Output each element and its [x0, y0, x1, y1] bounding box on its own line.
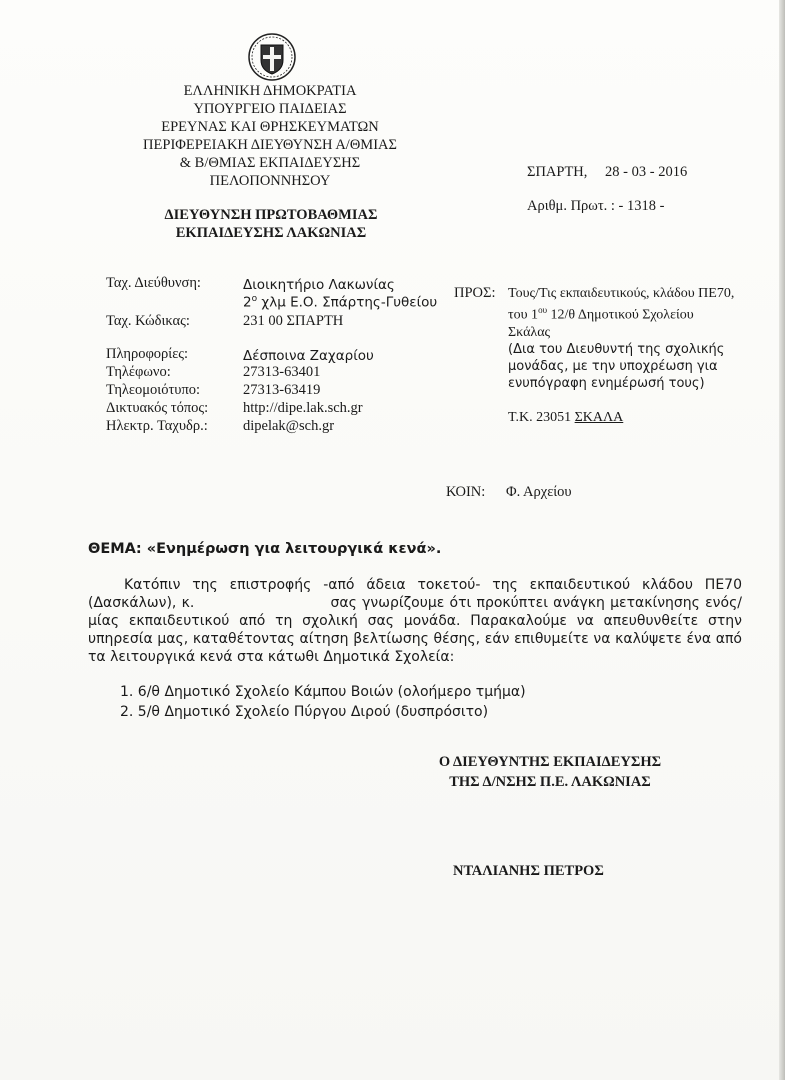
- subject-line: ΘΕΜΑ: «Ενημέρωση για λειτουργικά κενά».: [88, 541, 442, 557]
- protocol-number: Αριθμ. Πρωτ. : - 1318 -: [527, 198, 665, 214]
- header-line-2: ΥΠΟΥΡΓΕΙΟ ΠΑΙΔΕΙΑΣ: [193, 101, 347, 117]
- header-line-1: ΕΛΛΗΝΙΚΗ ΔΗΜΟΚΡΑΤΙΑ: [183, 83, 357, 99]
- date: 28 - 03 - 2016: [605, 164, 688, 180]
- phone-value: 27313-63401: [243, 364, 321, 380]
- place-date: [527, 164, 687, 181]
- cc-value: Φ. Αρχείου: [506, 484, 572, 500]
- list-item: 1. 6/θ Δημοτικό Σχολείο Κάμπου Βοιών (ολοήμερο τμήμα): [120, 684, 526, 700]
- greek-coat-of-arms-icon: [247, 32, 297, 82]
- list-item: 2. 5/θ Δημοτικό Σχολείο Πύργου Διρού (δυσπρόσιτο): [120, 704, 489, 720]
- recipient-line-1: Τους/Τις εκπαιδευτικούς, κλάδου ΠΕ70,: [508, 286, 735, 301]
- recipient-line-4: (Δια του Διευθυντή της σχολικής: [508, 341, 725, 357]
- phone-label: Τηλέφωνο:: [106, 364, 171, 380]
- address-line2: $2^o$ χλμ Ε.Ο. Σπάρτης-Γυθείου: [243, 294, 438, 311]
- recipient-label: ΠΡΟΣ:: [454, 285, 496, 301]
- address-line1: Διοικητήριο Λακωνίας: [243, 277, 395, 293]
- dept-line-2: ΕΚΠΑΙΔΕΥΣΗΣ ΛΑΚΩΝΙΑΣ: [175, 225, 367, 241]
- postcode: 231 00 ΣΠΑΡΤΗ: [243, 313, 344, 329]
- fax-value: 27313-63419: [243, 382, 321, 398]
- signature-title-1: Ο ΔΙΕΥΘΥΝΤΗΣ ΕΚΠΑΙΔΕΥΣΗΣ: [438, 754, 662, 770]
- recipient-postcode: Τ.Κ. 23051 ΣΚΑΛΑ: [508, 409, 624, 425]
- scan-edge: [779, 0, 785, 1080]
- email-label: Ηλεκτρ. Ταχυδρ.:: [106, 418, 208, 434]
- body-paragraph: Κατόπιν της επιστροφής -από άδεια τοκετού- της εκπαιδευτικού κλάδου ΠΕ70 (Δασκάλων), κ. σας γνωρίζουμε ότι προκύπτει ανάγκη μετακίνησης ενός/μίας εκπαιδευτικού από τη σχολική σας μονάδα. Παρακαλούμε να απευθυνθείτε στην υπηρεσία μας, καταθέτοντας αίτηση βελτίωσης θέσης, εάν επιθυμείτε να καλύψετε ένα από τα λειτουργικά κενά στα κάτωθι Δημοτικά Σχολεία:: [88, 577, 747, 665]
- recipient-line-6: ενυπόγραφη ενημέρωσή τους): [508, 375, 705, 391]
- signatory-name: ΝΤΑΛΙΑΝΗΣ ΠΕΤΡΟΣ: [453, 863, 604, 879]
- cc-label: ΚΟΙΝ:: [446, 484, 486, 500]
- header-line-6: ΠΕΛΟΠΟΝΝΗΣΟΥ: [209, 173, 331, 189]
- fax-label: Τηλεομοιότυπο:: [106, 382, 201, 398]
- schools-list: [120, 682, 526, 722]
- signature-title-2: ΤΗΣ Δ/ΝΣΗΣ Π.Ε. ΛΑΚΩΝΙΑΣ: [449, 774, 651, 790]
- recipient-line-3: Σκάλας: [508, 324, 551, 340]
- info-value: Δέσποινα Ζαχαρίου: [243, 348, 374, 364]
- department-header: [150, 206, 392, 242]
- signature-block: [400, 752, 700, 792]
- recipient-line-5: μονάδας, με την υποχρέωση για: [508, 358, 718, 374]
- recipient-line-2: του $1^{o\upsilon}$ 12/θ Δημοτικού Σχολείου: [508, 305, 694, 323]
- header-line-4: ΠΕΡΙΦΕΡΕΙΑΚΗ ΔΙΕΥΘΥΝΣΗ Α/ΘΜΙΑΣ: [143, 137, 397, 153]
- email-link[interactable]: dipelak@sch.gr: [243, 418, 335, 434]
- recipient-block: [508, 285, 768, 426]
- postcode-label: Ταχ. Κώδικας:: [106, 313, 190, 329]
- web-label: Δικτυακός τόπος:: [106, 400, 209, 416]
- web-link[interactable]: http://dipe.lak.sch.gr: [243, 400, 363, 416]
- info-label: Πληροφορίες:: [106, 346, 189, 362]
- place: ΣΠΑΡΤΗ,: [527, 164, 588, 180]
- address-label: Ταχ. Διεύθυνση:: [106, 275, 201, 291]
- dept-line-1: ΔΙΕΥΘΥΝΣΗ ΠΡΩΤΟΒΑΘΜΙΑΣ: [164, 207, 378, 223]
- header-line-5: & Β/ΘΜΙΑΣ ΕΚΠΑΙΔΕΥΣΗΣ: [179, 155, 361, 171]
- ministry-header: [110, 82, 430, 190]
- header-line-3: ΕΡΕΥΝΑΣ ΚΑΙ ΘΡΗΣΚΕΥΜΑΤΩΝ: [161, 119, 379, 135]
